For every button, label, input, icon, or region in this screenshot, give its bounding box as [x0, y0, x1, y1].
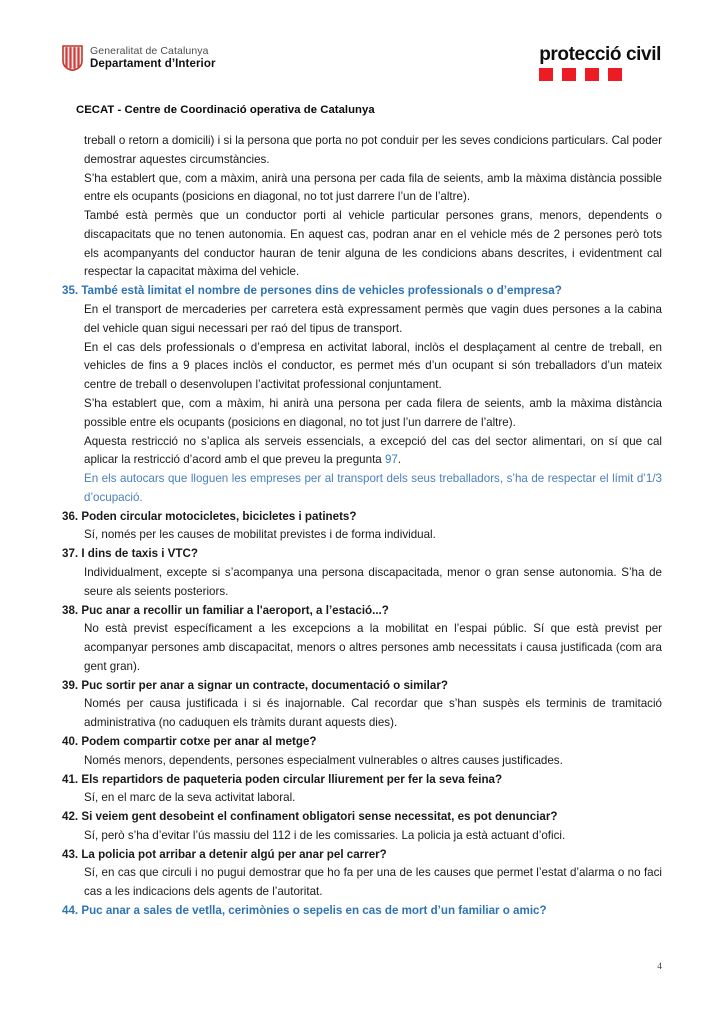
faq-answer: S’ha establert que, com a màxim, anirà una persona per cada fila de seients, amb la màxima distància possible entre els ocupants (posicions en diagonal, no tot just darrere l’un de l’altre). — [84, 171, 662, 204]
faq-question: 40. Podem compartir cotxe per anar al metge? — [62, 735, 317, 748]
faq-answer: Sí, en cas que circuli i no pugui demostrar que ho fa per una de les causes que permet l’estat d’alarma o no faci cas a les indicacions dels agents de l’autoritat. — [84, 866, 662, 899]
faq-answer: Sí, només per les causes de mobilitat previstes i de forma individual. — [84, 528, 436, 542]
generalitat-line1: Generalitat de Catalunya — [90, 45, 209, 58]
red-square-icon — [562, 68, 576, 81]
faq-answer: Individualment, excepte si s’acompanya una persona discapacitada, menor o gran sense autonomia. S’ha de seure als seients posteriors. — [84, 565, 662, 598]
page-title: CECAT - Centre de Coordinació operativa de Catalunya — [76, 104, 375, 116]
faq-answer: S’ha establert que, com a màxim, hi anirà una persona per cada filera de seients, amb la màxima distància possible entre els ocupants (posicions en diagonal, no tot just l’un darrere de l’altre). — [84, 396, 662, 429]
faq-question: 44. Puc anar a sales de vetlla, cerimònies o sepelis en cas de mort d’un familiar o amic? — [62, 904, 547, 918]
faq-answer: Només menors, dependents, persones especialment vulnerables o altres causes justificades. — [84, 753, 563, 767]
faq-question: 43. La policia pot arribar a detenir algú per anar pel carrer? — [62, 847, 387, 861]
faq-answer: Només per causa justificada i si és inajornable. Cal recordar que s’han suspès els terminis de tramitació administrativa (no caduquen els tràmits durant aquests dies). — [84, 697, 662, 730]
faq-answer: També està permès que un conductor porti al vehicle particular persones grans, menors, dependents o discapacitats que no tenen autonomia. En aquest cas, podran anar en el vehicle més de 2 persones però tots els acompanyants del conductor hauran de tenir alguna de les condicions abans descrites, i evidentment cal respectar la capacitat màxima del vehicle. — [84, 209, 662, 279]
header-logos — [62, 45, 662, 91]
page-number: 4 — [657, 962, 662, 972]
faq-answer: En el transport de mercaderies per carretera està expressament permès que vagin dues persones a la cabina del vehicle quan sigui necessari per raó del tipus de transport. — [84, 303, 662, 335]
answer-text: Aquesta restricció no s’aplica als serveis essencials, a excepció del cas del sector alimentari, on sí que cal aplicar la restricció d’acord amb el que preveu la pregunta — [84, 434, 662, 467]
faq-question: 36. Poden circular motocicletes, bicicletes i patinets? — [62, 509, 357, 523]
red-square-icon — [585, 68, 599, 81]
faq-question: 42. Si veiem gent desobeint el confinament obligatori sense necessitat, es pot denunciar? — [62, 810, 558, 824]
faq-answer: Sí, però s’ha d’evitar l’ús massiu del 112 i de les comissaries. La policia ja està actuant d’ofici. — [84, 828, 566, 842]
faq-question: 38. Puc anar a recollir un familiar a l'aeroport, a l’estació...? — [62, 603, 389, 617]
generalitat-logo — [62, 45, 216, 71]
faq-answer: No està previst específicament a les excepcions a la mobilitat en l’espai públic. Sí que està previst per acompanyar persones amb discapacitat, menors o altres persones amb necessitats i causa justificada (com ara gent gran). — [84, 622, 662, 673]
proteccio-civil-logo — [539, 45, 662, 81]
answer-text-tail: . — [397, 453, 402, 467]
faq-answer: En els autocars que lloguen les empreses per al transport dels seus treballadors, s’ha de respectar el límit d’1/3 d’ocupació. — [84, 472, 662, 504]
faq-question: 39. Puc sortir per anar a signar un contracte, documentació o similar? — [62, 678, 448, 692]
faq-answer: treball o retorn a domicili) i si la persona que porta no pot conduir per les seves condicions particulars. Cal poder demostrar aquestes circumstàncies. — [84, 134, 662, 166]
red-square-icon — [608, 68, 622, 81]
faq-answer: En el cas dels professionals o d’empresa en activitat laboral, inclòs el desplaçament al centre de treball, en vehicles de fins a 9 places inclòs el conductor, es permet més d’un ocupant si són treballadors d’un mateix centre de treball o desenvolupen l’activitat professional conjuntament. — [84, 340, 662, 392]
faq-answer: Sí, en el marc de la seva activitat laboral. — [84, 791, 296, 805]
faq-answer — [62, 433, 662, 471]
document-body — [62, 132, 662, 921]
proteccio-civil-wordmark: protecció civil — [539, 44, 661, 65]
question-reference-link[interactable]: 97 — [384, 453, 398, 467]
generalitat-line2: Departament d’Interior — [90, 57, 216, 70]
faq-question: 37. I dins de taxis i VTC? — [62, 547, 198, 561]
catalonia-coat-of-arms-icon — [62, 45, 83, 71]
faq-question: 41. Els repartidors de paqueteria poden circular lliurement per fer la seva feina? — [62, 772, 503, 786]
faq-question: 35. També està limitat el nombre de persones dins de vehicles professionals o d’empresa? — [62, 284, 562, 298]
red-square-icon — [539, 68, 553, 81]
proteccio-civil-squares — [539, 68, 661, 81]
generalitat-wordmark — [90, 45, 216, 71]
